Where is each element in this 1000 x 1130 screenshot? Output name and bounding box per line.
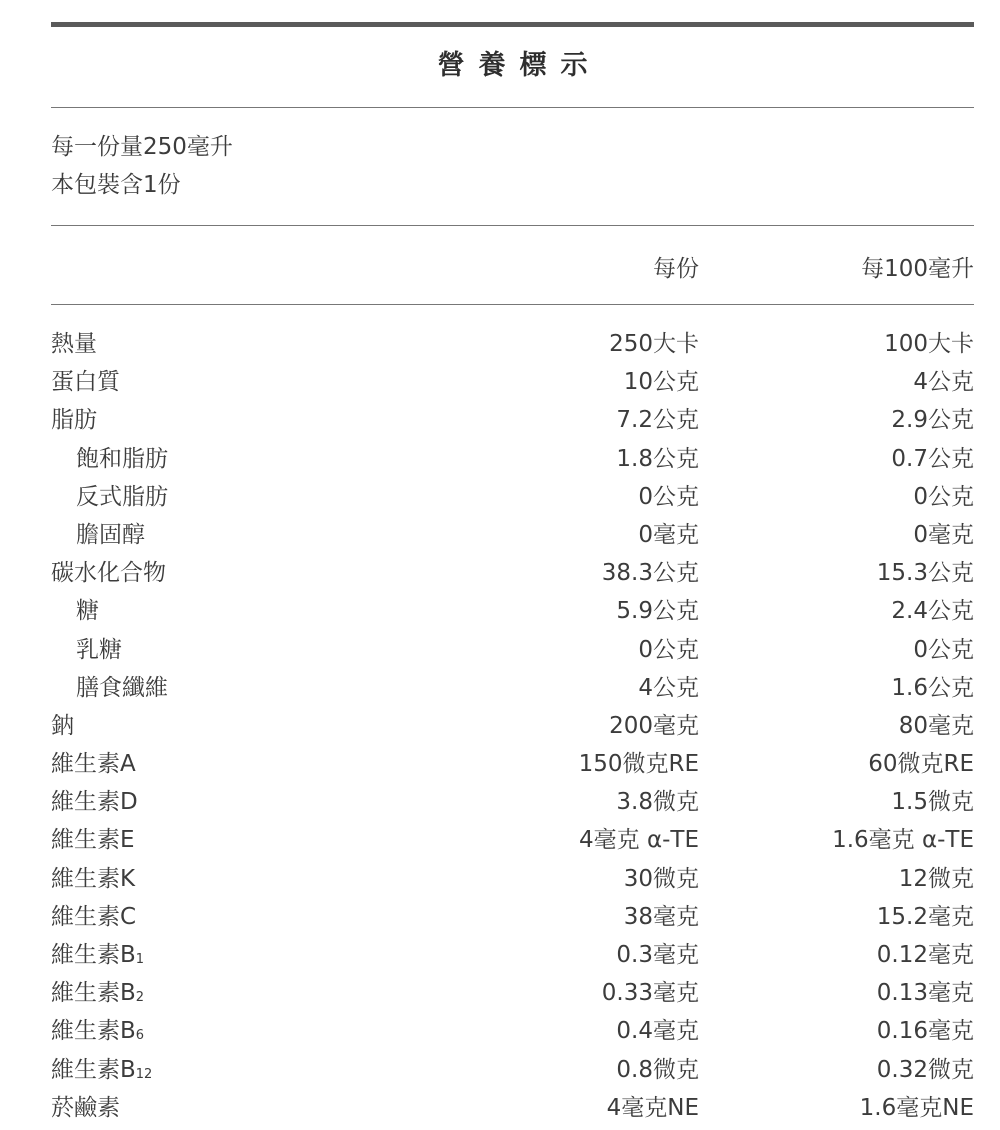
nutrient-name: [51, 554, 166, 592]
servings-per-package: 本包裝含1份: [51, 172, 181, 198]
nutrient-name: [76, 592, 99, 630]
nutrient-name-text: 維生素B: [51, 942, 136, 968]
nutrient-name: [51, 860, 135, 898]
value-per-serving: 0公克: [638, 483, 699, 510]
nutrient-row: [51, 631, 974, 669]
value-per-100ml: 2.9公克: [891, 407, 974, 434]
value-per-serving: 0.4毫克: [616, 1018, 699, 1045]
value-per-100ml: 60微克RE: [868, 751, 974, 778]
nutrient-name-text: 碳水化合物: [51, 560, 166, 587]
nutrient-name-text: 乳糖: [76, 636, 122, 663]
nutrient-name-text: 維生素E: [51, 827, 135, 854]
value-per-serving: 5.9公克: [616, 598, 699, 625]
value-per-100ml: 0.16毫克: [876, 1018, 974, 1045]
nutrient-row: [51, 592, 974, 630]
nutrient-name-text: 膽固醇: [76, 521, 145, 548]
nutrient-row: [51, 516, 974, 554]
nutrient-name: [51, 1012, 144, 1055]
nutrient-row: [51, 783, 974, 821]
nutrient-name-text: 維生素K: [51, 865, 136, 892]
value-per-serving: 250大卡: [609, 331, 699, 357]
value-per-serving: 4毫克NE: [606, 1094, 699, 1121]
value-per-serving: 0毫克: [638, 521, 699, 548]
nutrient-name-text: 維生素B: [51, 1018, 136, 1045]
value-per-100ml: 12微克: [898, 865, 974, 892]
serving-size: 每一份量250毫升: [51, 134, 233, 160]
nutrient-name-text: 脂肪: [51, 407, 97, 434]
nutrient-name: [51, 325, 97, 363]
value-per-100ml: 15.3公克: [876, 560, 974, 587]
nutrient-row: [51, 363, 974, 401]
value-per-100ml: 0.7公克: [891, 445, 974, 472]
value-per-serving: 30微克: [623, 865, 699, 892]
value-per-serving: 0.8微克: [616, 1056, 699, 1083]
nutrient-name-text: 飽和脂肪: [76, 445, 168, 472]
value-per-serving: 1.8公克: [616, 445, 699, 472]
nutrient-name-subscript: 6: [135, 1028, 145, 1044]
nutrient-row: [51, 325, 974, 363]
nutrient-row: [51, 898, 974, 936]
value-per-100ml: 1.6公克: [891, 674, 974, 701]
nutrient-name-text: 維生素B: [51, 1056, 136, 1083]
nutrient-row: [51, 707, 974, 745]
nutrient-name: [51, 1051, 152, 1094]
value-per-serving: 0.3毫克: [616, 942, 699, 968]
nutrient-name: [76, 631, 122, 669]
nutrient-name-subscript: 12: [135, 1066, 153, 1082]
nutrient-row: [51, 745, 974, 783]
value-per-100ml: 4公克: [913, 369, 974, 396]
value-per-serving: 7.2公克: [616, 407, 699, 434]
value-per-100ml: 80毫克: [898, 712, 974, 739]
value-per-100ml: 0公克: [913, 636, 974, 663]
nutrient-name-text: 鈉: [51, 712, 74, 739]
nutrient-name: [51, 401, 97, 439]
value-per-100ml: 0.13毫克: [876, 980, 974, 1007]
serving-info: [51, 108, 974, 225]
nutrient-row: [51, 860, 974, 898]
nutrition-title: 營養標示: [437, 50, 602, 81]
column-header: [51, 226, 974, 304]
value-per-serving: 4毫克 α-TE: [579, 827, 699, 854]
nutrient-name: [51, 898, 136, 936]
value-per-100ml: 2.4公克: [891, 598, 974, 625]
nutrient-name-text: 維生素A: [51, 751, 136, 778]
nutrient-name: [76, 440, 168, 478]
value-per-100ml: 1.5微克: [891, 789, 974, 816]
nutrient-name: [51, 745, 136, 783]
nutrient-row: [51, 669, 974, 707]
nutrient-name: [51, 1089, 120, 1127]
nutrient-row: [51, 440, 974, 478]
nutrient-name: [51, 974, 144, 1017]
nutrient-name: [51, 707, 74, 745]
nutrient-name-text: 反式脂肪: [76, 483, 168, 510]
value-per-100ml: 0毫克: [913, 521, 974, 548]
nutrient-name-text: 熱量: [51, 331, 97, 357]
nutrient-row: [51, 478, 974, 516]
nutrient-table: [51, 305, 974, 1127]
nutrition-label: [51, 22, 974, 1127]
nutrient-row: [51, 1012, 974, 1050]
value-per-100ml: 100大卡: [884, 331, 974, 357]
nutrient-name: [51, 783, 138, 821]
nutrient-row: [51, 974, 974, 1012]
value-per-100ml: 1.6毫克 α-TE: [832, 827, 974, 854]
nutrient-name-text: 蛋白質: [51, 369, 120, 396]
value-per-100ml: 0公克: [913, 483, 974, 510]
nutrient-name-subscript: 2: [135, 990, 145, 1006]
value-per-100ml: 1.6毫克NE: [859, 1094, 974, 1121]
nutrient-name: [51, 821, 135, 859]
column-header-per-serving: 每份: [653, 256, 699, 282]
column-header-per-100ml: 每100毫升: [861, 256, 974, 282]
nutrient-row: [51, 1051, 974, 1089]
nutrient-name-text: 維生素C: [51, 903, 137, 930]
value-per-serving: 3.8微克: [616, 789, 699, 816]
value-per-100ml: 15.2毫克: [876, 903, 974, 930]
value-per-100ml: 0.32微克: [876, 1056, 974, 1083]
nutrient-row: [51, 1089, 974, 1127]
nutrient-row: [51, 554, 974, 592]
nutrient-name: [51, 936, 144, 979]
nutrient-name-subscript: 1: [135, 952, 145, 967]
nutrient-row: [51, 401, 974, 439]
nutrient-name-text: 膳食纖維: [76, 674, 168, 701]
value-per-serving: 38.3公克: [601, 560, 699, 587]
nutrient-name: [51, 363, 120, 401]
nutrient-name: [76, 478, 168, 516]
value-per-serving: 10公克: [623, 369, 699, 396]
nutrient-name-text: 維生素B: [51, 980, 136, 1007]
value-per-serving: 0公克: [638, 636, 699, 663]
value-per-serving: 200毫克: [609, 712, 699, 739]
nutrient-name-text: 菸鹼素: [51, 1094, 120, 1121]
value-per-100ml: 0.12毫克: [876, 942, 974, 968]
nutrient-row: [51, 821, 974, 859]
nutrient-row: [51, 936, 974, 974]
value-per-serving: 0.33毫克: [601, 980, 699, 1007]
value-per-serving: 38毫克: [623, 903, 699, 930]
nutrient-name: [76, 516, 145, 554]
nutrient-name-text: 維生素D: [51, 789, 138, 816]
nutrient-name: [76, 669, 168, 707]
nutrient-name-text: 糖: [76, 598, 99, 625]
value-per-serving: 4公克: [638, 674, 699, 701]
value-per-serving: 150微克RE: [578, 751, 699, 778]
